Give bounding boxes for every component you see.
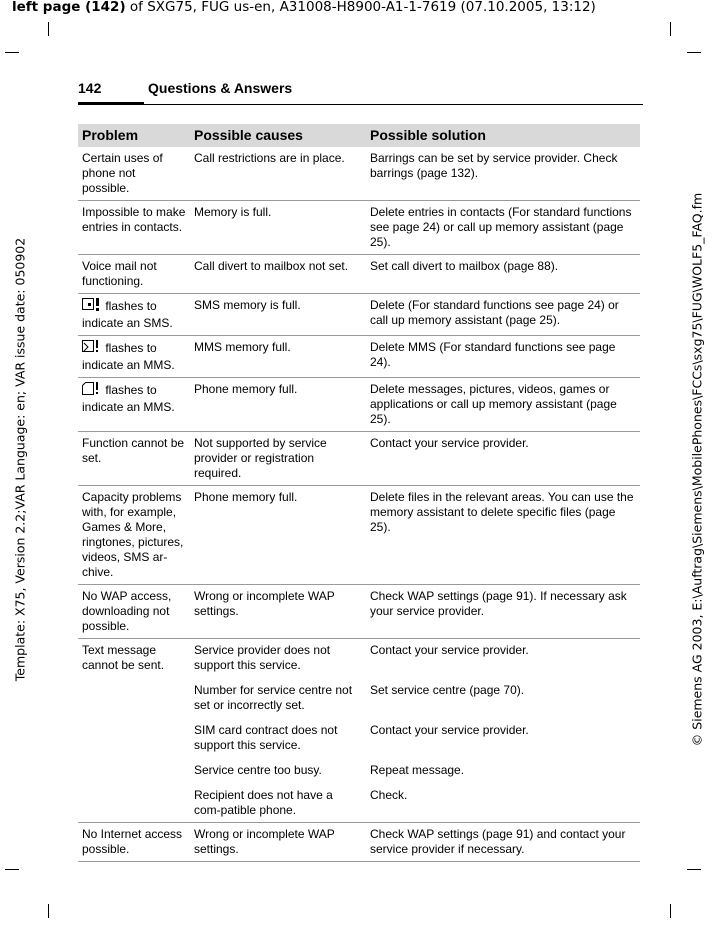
sms-memory-full-icon xyxy=(82,298,102,316)
problem-cell: Function cannot be set. xyxy=(78,432,190,486)
cause-cell: Number for service centre not set or incorrectly set. xyxy=(194,683,353,712)
running-head-rest: of SXG75, FUG us-en, A31008-H8900-A1-1-7619 (07.10.2005, 13:12) xyxy=(125,0,596,15)
crop-mark xyxy=(5,52,19,53)
section-title: Questions & Answers xyxy=(148,80,293,96)
solution-cell: Delete files in the relevant areas. You can use the memory assistant to delete specific files (page 25). xyxy=(366,486,640,585)
solution-cell: Repeat message. xyxy=(370,763,465,777)
solution-cell: Delete entries in contacts (For standard functions see page 24) or call up memory assistant (page 25). xyxy=(366,201,640,255)
template-info: Template: X75, Version 2.2;VAR Language: en; VAR issue date: 050902 xyxy=(12,237,28,682)
table-row xyxy=(78,585,640,639)
problem-cell: No Internet access possible. xyxy=(78,823,190,862)
table-row xyxy=(78,336,640,378)
cause-cell: SMS memory is full. xyxy=(190,294,366,336)
problem-text: flashes to indicate an SMS. xyxy=(82,299,173,330)
crop-mark xyxy=(687,52,701,53)
table-row xyxy=(78,486,640,585)
crop-mark xyxy=(670,904,671,918)
problem-cell xyxy=(78,378,190,432)
cause-cell: Phone memory full. xyxy=(190,486,366,585)
crop-mark xyxy=(687,869,701,870)
cause-cell: Service centre too busy. xyxy=(194,763,322,777)
cause-cell: Phone memory full. xyxy=(190,378,366,432)
crop-mark xyxy=(5,869,19,870)
phone-memory-full-icon xyxy=(82,382,102,400)
solution-cell: Delete MMS (For standard functions see page 24). xyxy=(366,336,640,378)
cause-cell: Wrong or incomplete WAP settings. xyxy=(190,823,366,862)
problem-text: flashes to indicate an MMS. xyxy=(82,383,175,414)
file-path-info: © Siemens AG 2003, E:\Auftrag\Siemens\MobilePhones\FCCs\sxg75\FUG\WOLF5_FAQ.fm xyxy=(689,192,705,747)
header-rule-accent xyxy=(78,102,144,105)
problem-cell: Impossible to make entries in contacts. xyxy=(78,201,190,255)
cause-cell: Memory is full. xyxy=(190,201,366,255)
solution-cell: Contact your service provider. xyxy=(366,432,640,486)
solution-cell: Check WAP settings (page 91) and contact your service provider if necessary. xyxy=(366,823,640,862)
cause-cell: Call restrictions are in place. xyxy=(190,147,366,201)
problem-cell: No WAP access, downloading not possible. xyxy=(78,585,190,639)
column-header-causes: Possible causes xyxy=(190,124,366,147)
table-row xyxy=(78,823,640,862)
cause-cell: MMS memory full. xyxy=(190,336,366,378)
crop-mark xyxy=(48,22,49,36)
running-head-bold: left page (142) xyxy=(12,0,126,15)
problem-cell: Certain uses of phone not possible. xyxy=(78,147,190,201)
solution-cell: Check. xyxy=(366,784,640,823)
table-row xyxy=(78,255,640,294)
table-row xyxy=(78,147,640,201)
problem-cell: Capacity problems with, for example, Games & More, ringtones, pictures, videos, SMS ar-chive. xyxy=(78,486,190,585)
cause-cell: Call divert to mailbox not set. xyxy=(190,255,366,294)
problem-text: flashes to indicate an MMS. xyxy=(82,341,175,372)
solution-cell: Barrings can be set by service provider. Check barrings (page 132). xyxy=(366,147,640,201)
solution-cell: Set service centre (page 70). xyxy=(370,683,525,697)
running-head xyxy=(12,0,596,15)
table-row xyxy=(78,432,640,486)
cause-cell: Recipient does not have a com-patible phone. xyxy=(190,784,366,823)
solution-cell: Contact your service provider. xyxy=(370,643,529,657)
column-header-solution: Possible solution xyxy=(366,124,640,147)
faq-table xyxy=(78,124,640,862)
page-header xyxy=(78,80,292,96)
problem-cell: Text message cannot be sent. xyxy=(78,639,190,823)
page-number: 142 xyxy=(78,80,102,96)
table-row xyxy=(78,639,640,680)
solution-cell: Check WAP settings (page 91). If necessary ask your service provider. xyxy=(366,585,640,639)
crop-mark xyxy=(670,22,671,36)
cause-cell: Wrong or incomplete WAP settings. xyxy=(190,585,366,639)
mms-memory-full-icon xyxy=(82,340,102,358)
cause-cell: Not supported by service provider or registration required. xyxy=(190,432,366,486)
crop-mark xyxy=(48,904,49,918)
problem-cell xyxy=(78,336,190,378)
solution-cell: Contact your service provider. xyxy=(370,723,529,737)
problem-cell: Voice mail not functioning. xyxy=(78,255,190,294)
problem-cell xyxy=(78,294,190,336)
column-header-problem: Problem xyxy=(78,124,190,147)
table-header-row xyxy=(78,124,640,147)
header-rule xyxy=(78,104,643,105)
cause-cell: Service provider does not support this service. xyxy=(194,643,331,672)
solution-cell: Delete (For standard functions see page 24) or call up memory assistant (page 25). xyxy=(366,294,640,336)
solution-cell: Delete messages, pictures, videos, games or applications or call up memory assistant (page 25). xyxy=(366,378,640,432)
table-row xyxy=(78,378,640,432)
table-row xyxy=(78,201,640,255)
solution-cell: Set call divert to mailbox (page 88). xyxy=(366,255,640,294)
table-row xyxy=(78,294,640,336)
cause-cell: SIM card contract does not support this service. xyxy=(194,723,338,752)
